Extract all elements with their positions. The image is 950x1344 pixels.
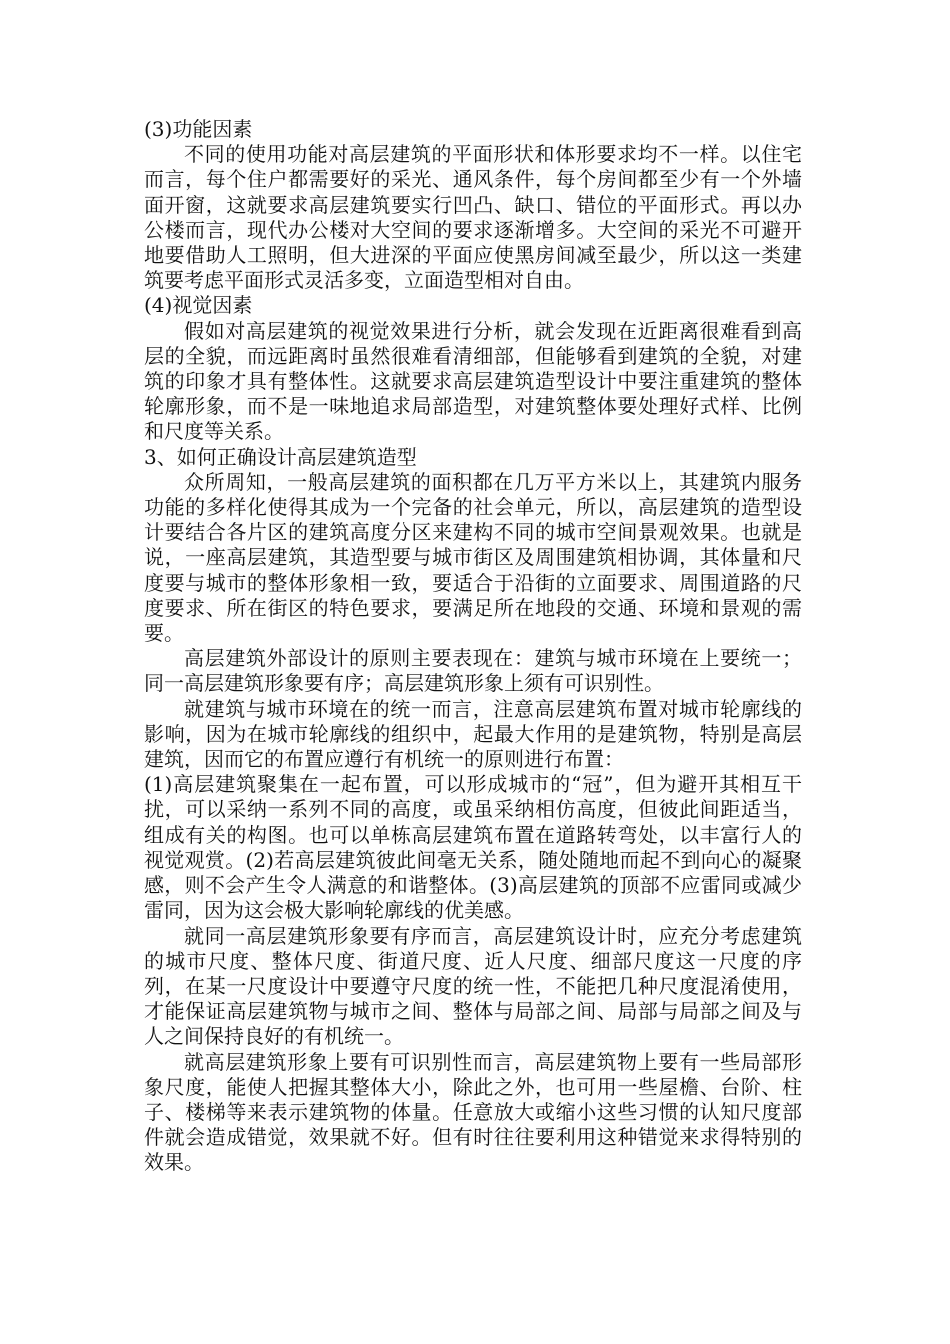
paragraph-skyline-points: (1)高层建筑聚集在一起布置，可以形成城市的“冠”，但为避开其相互干扰，可以采纳一系列不同的高度，或虽采纳相仿高度，但彼此间距适当，组成有关的构图。也可以单栋高层建筑布置在道路转弯处，以丰富行人的视觉观赏。(2)若高层建筑彼此间毫无关系，随处随地而起不到向心的凝聚感，则不会产生令人满意的和谐整体。(3)高层建筑的顶部不应雷同或减少雷同，因为这会极大影响轮廓线的优美感。	[144, 772, 802, 923]
paragraph-identity: 就高层建筑形象上要有可识别性而言，高层建筑物上要有一些局部形象尺度，能使人把握其整体大小，除此之外，也可用一些屋檐、台阶、柱子、楼梯等来表示建筑物的体量。任意放大或缩小这些习惯的认知尺度部件就会造成错觉，效果就不好。但有时往往要利用这种错觉来求得特别的效果。	[144, 1049, 802, 1175]
paragraph-visual-factors: 假如对高层建筑的视觉效果进行分析，就会发现在近距离很难看到高层的全貌，而远距离时虽然很难看清细部，但能够看到建筑的全貌，对建筑的印象才具有整体性。这就要求高层建筑造型设计中要注重建筑的整体轮廓形象，而不是一味地追求局部造型，对建筑整体要处理好式样、比例和尺度等关系。	[144, 318, 802, 444]
paragraph-scale-order: 就同一高层建筑形象要有序而言，高层建筑设计时，应充分考虑建筑的城市尺度、整体尺度、街道尺度、近人尺度、细部尺度这一尺度的序列，在某一尺度设计中要遵守尺度的统一性，不能把几种尺度混淆使用，才能保证高层建筑物与城市之间、整体与局部之间、局部与局部之间及与人之间保持良好的有机统一。	[144, 923, 802, 1049]
section-heading-visual: (4)视觉因素	[144, 293, 253, 318]
paragraph-city-skyline: 就建筑与城市环境在的统一而言，注意高层建筑布置对城市轮廓线的影响，因为在城市轮廓线的组织中，起最大作用的是建筑物，特别是高层建筑，因而它的布置应遵行有机统一的原则进行布置：	[144, 696, 802, 772]
section-heading-function: (3)功能因素	[144, 117, 253, 141]
paragraph-design-principles: 高层建筑外部设计的原则主要表现在：建筑与城市环境在上要统一；同一高层建筑形象要有序；高层建筑形象上须有可识别性。	[144, 646, 802, 696]
section-heading-design: 3、如何正确设计高层建筑造型	[144, 444, 417, 469]
paragraph-function-factors: 不同的使用功能对高层建筑的平面形状和体形要求均不一样。以住宅而言，每个住户都需要好的采光、通风条件，每个房间都至少有一个外墙面开窗，这就要求高层建筑要实行凹凸、缺口、错位的平面形式。再以办公楼而言，现代办公楼对大空间的要求逐渐增多。大空间的采光不可避开地要借助人工照明，但大进深的平面应使黑房间减至最少，所以这一类建筑要考虑平面形式灵活多变，立面造型相对自由。	[144, 142, 802, 293]
document-page	[144, 117, 802, 1176]
paragraph-building-area: 众所周知，一般高层建筑的面积都在几万平方米以上，其建筑内服务功能的多样化使得其成为一个完备的社会单元，所以，高层建筑的造型设计要结合各片区的建筑高度分区来建构不同的城市空间景观效果。也就是说，一座高层建筑，其造型要与城市街区及周围建筑相协调，其体量和尺度要与城市的整体形象相一致，要适合于沿街的立面要求、周围道路的尺度要求、所在街区的特色要求，要满足所在地段的交通、环境和景观的需要。	[144, 469, 802, 646]
